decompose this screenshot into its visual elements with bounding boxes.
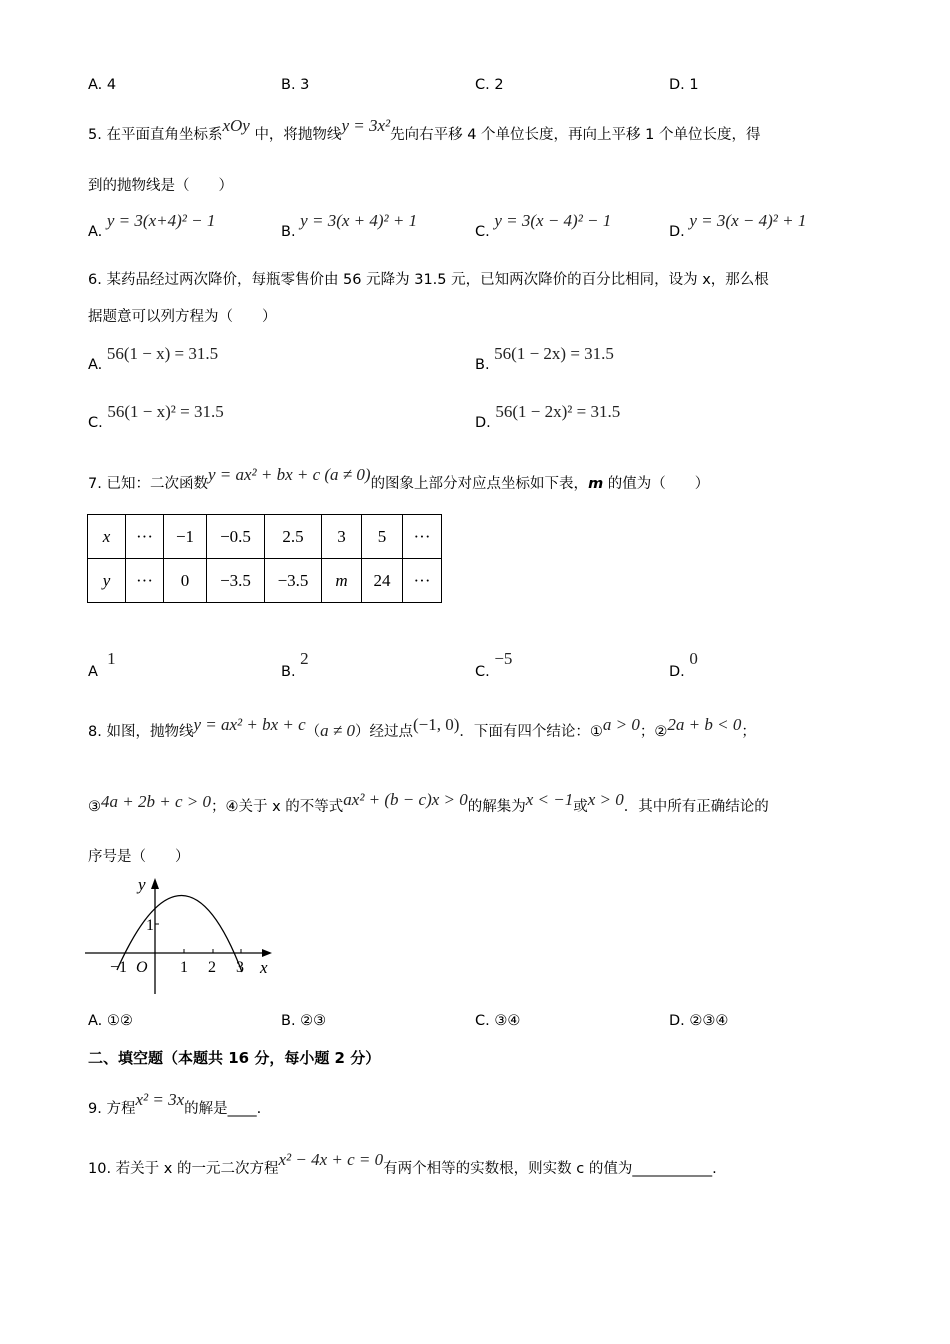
cell: ··· (403, 515, 442, 559)
q9-stem (88, 1090, 262, 1118)
text: 8. 如图，抛物线 (88, 724, 194, 740)
math: x² = 3x (135, 1090, 185, 1109)
tick-label: −1 (110, 959, 128, 976)
math: (−1, 0) (413, 715, 460, 734)
y-label: y (138, 875, 146, 894)
q5-option-c (475, 211, 612, 241)
q5-option-a (88, 211, 216, 241)
section-heading: 二、填空题（本题共 16 分，每小题 2 分） (88, 1049, 381, 1067)
text: 中，将抛物线 (254, 127, 342, 143)
x-label: x (260, 958, 268, 977)
cell: y (88, 559, 126, 603)
math: x < −1 (525, 790, 574, 809)
text: （ (305, 724, 321, 740)
cell: m (322, 559, 362, 603)
cell: 2.5 (265, 515, 322, 559)
text: ）经过点 (355, 724, 413, 740)
text: 9. 方程 (88, 1101, 136, 1117)
cell: ··· (403, 559, 442, 603)
text: ； (741, 724, 756, 740)
math: 56(1 − x) = 31.5 (106, 344, 219, 363)
text: ．下面有四个结论：① (459, 724, 603, 740)
cell: 24 (362, 559, 403, 603)
math: 56(1 − 2x)² = 31.5 (495, 402, 621, 421)
text: 的解是____. (184, 1101, 262, 1117)
math: y = ax² + bx + c (193, 715, 306, 734)
text: 的值为（ ） (603, 476, 710, 492)
q7-option-c (475, 649, 513, 681)
text: 5. 在平面直角坐标系 (88, 127, 223, 143)
text: 7. 已知：二次函数 (88, 476, 208, 492)
text: 有两个相等的实数根，则实数 c 的值为___________. (383, 1161, 717, 1177)
math: ax² + (b − c)x > 0 (343, 790, 468, 809)
text: 的图象上部分对应点坐标如下表， (370, 476, 589, 492)
letter: A. (88, 224, 103, 240)
q7-stem (88, 465, 710, 493)
q5-stem (88, 116, 761, 144)
letter: C. (88, 415, 103, 431)
q4-option-c: C. 2 (475, 77, 504, 93)
cell: −3.5 (265, 559, 322, 603)
text: 的解集为 (467, 799, 526, 815)
q8-option-b: B. ②③ (281, 1013, 327, 1029)
letter: C. (475, 664, 490, 680)
q7-option-b (281, 649, 309, 681)
q6-option-a (88, 344, 219, 374)
origin-label: O (136, 959, 148, 976)
math: 1 (107, 649, 116, 668)
table-row-x (88, 515, 442, 559)
y-axis-arrow-icon (151, 878, 159, 889)
letter: D. (475, 415, 491, 431)
math: x² − 4x + c = 0 (278, 1150, 384, 1169)
tick-label: 1 (180, 959, 188, 976)
math: 2a + b < 0 (667, 715, 742, 734)
q5-stem-2: 到的抛物线是（ ） (88, 178, 233, 194)
math: y = 3x² (341, 116, 391, 135)
q8-option-a: A. ①② (88, 1013, 133, 1029)
q8-stem-2 (88, 790, 769, 816)
q6-stem: 6. 某药品经过两次降价，每瓶零售价由 56 元降为 31.5 元，已知两次降价的百分比相同，设为 x，那么根 (88, 272, 769, 288)
letter: B. (281, 224, 296, 240)
math: −5 (494, 649, 513, 668)
y-tick-label: 1 (146, 917, 154, 934)
math: x > 0 (587, 790, 624, 809)
math: a > 0 (602, 715, 640, 734)
math: y = 3(x − 4)² + 1 (689, 211, 807, 230)
q6-stem-2: 据题意可以列方程为（ ） (88, 309, 277, 325)
math: a ≠ 0 (320, 721, 355, 740)
letter: C. (475, 224, 490, 240)
text: 或 (573, 799, 588, 815)
math: y = 3(x − 4)² − 1 (494, 211, 612, 230)
tick-label: 3 (236, 959, 244, 976)
q7-option-a (88, 649, 116, 681)
math: xOy (222, 116, 250, 135)
text: ③ (88, 799, 101, 815)
cell: −3.5 (207, 559, 265, 603)
cell: ··· (126, 559, 164, 603)
letter: B. (475, 357, 490, 373)
q8-stem-3: 序号是（ ） (88, 849, 190, 865)
q7-value-table (87, 514, 442, 603)
letter: D. (669, 664, 685, 680)
cell: 5 (362, 515, 403, 559)
letter: A (88, 664, 98, 680)
q5-option-d (669, 211, 807, 241)
math: 4a + 2b + c > 0 (101, 792, 211, 811)
letter: B. (281, 664, 296, 680)
q4-option-b: B. 3 (281, 77, 310, 93)
q4-option-d: D. 1 (669, 77, 699, 93)
x-axis-arrow-icon (262, 949, 272, 957)
q6-option-c (88, 402, 224, 432)
q6-option-b (475, 344, 614, 374)
text: 10. 若关于 x 的一元二次方程 (88, 1161, 279, 1177)
q4-option-a: A. 4 (88, 77, 117, 93)
q5-option-b (281, 211, 418, 241)
math: y = ax² + bx + c (a ≠ 0) (207, 465, 371, 484)
tick-label: 2 (208, 959, 216, 976)
text: 先向右平移 4 个单位长度，再向上平移 1 个单位长度，得 (390, 127, 761, 143)
math: 56(1 − x)² = 31.5 (107, 402, 224, 421)
cell: x (88, 515, 126, 559)
math: 0 (689, 649, 698, 668)
cell: −1 (164, 515, 207, 559)
cell: ··· (126, 515, 164, 559)
letter: A. (88, 357, 103, 373)
q7-option-d (669, 649, 698, 681)
math: 56(1 − 2x) = 31.5 (494, 344, 614, 363)
text: ；④关于 x 的不等式 (210, 799, 344, 815)
q6-option-d (475, 402, 621, 432)
letter: D. (669, 224, 685, 240)
table-row-y (88, 559, 442, 603)
text: m (588, 476, 604, 492)
math: y = 3(x+4)² − 1 (106, 211, 216, 230)
cell: 0 (164, 559, 207, 603)
q8-option-c: C. ③④ (475, 1013, 521, 1029)
cell: −0.5 (207, 515, 265, 559)
cell: 3 (322, 515, 362, 559)
parabola-graph (80, 870, 280, 1000)
math: y = 3(x + 4)² + 1 (300, 211, 418, 230)
q8-stem (88, 715, 756, 741)
q10-stem (88, 1150, 717, 1178)
text: ．其中所有正确结论的 (623, 799, 769, 815)
math: 2 (300, 649, 309, 668)
q8-option-d: D. ②③④ (669, 1013, 729, 1029)
text: ；② (639, 724, 668, 740)
